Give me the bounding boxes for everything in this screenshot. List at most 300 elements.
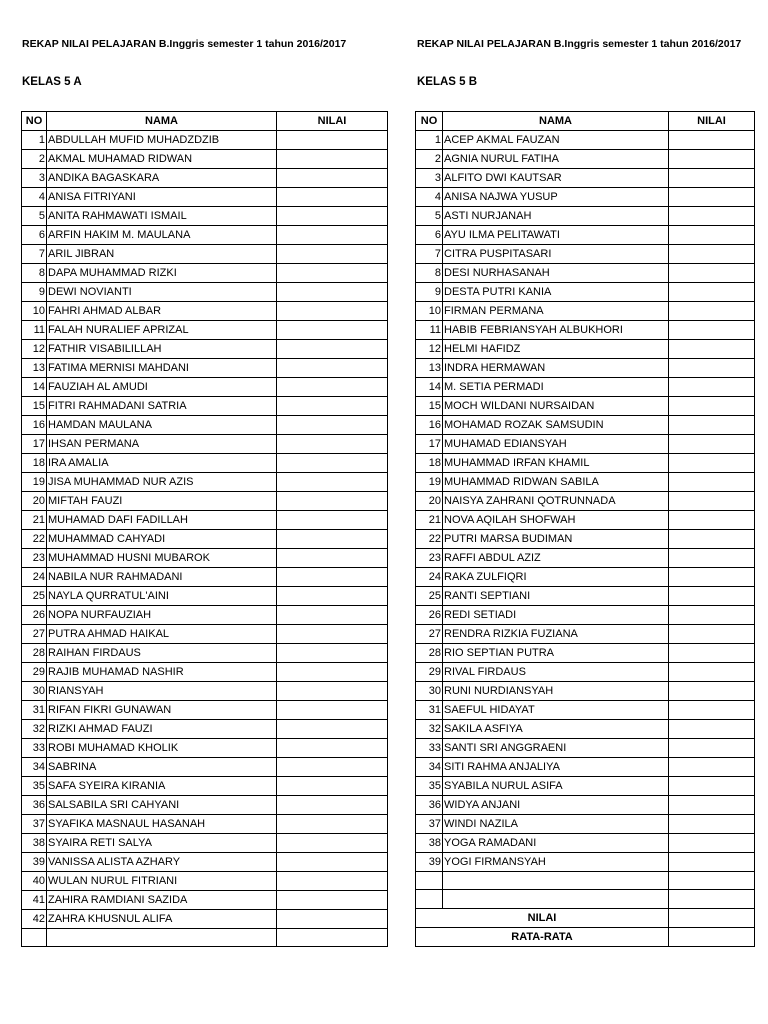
student-name: M. SETIA PERMADI <box>443 378 669 397</box>
student-name: SITI RAHMA ANJALIYA <box>443 758 669 777</box>
row-number: 8 <box>416 264 443 283</box>
student-name <box>443 872 669 890</box>
student-name: RAFFI ABDUL AZIZ <box>443 549 669 568</box>
table-header-row <box>416 112 755 131</box>
grade-cell <box>669 739 755 758</box>
table-row <box>416 264 755 283</box>
empty-row <box>416 872 755 890</box>
student-name: JISA MUHAMMAD NUR AZIS <box>47 473 277 492</box>
row-number: 8 <box>22 264 47 283</box>
student-name: SAEFUL HIDAYAT <box>443 701 669 720</box>
header-no: NO <box>416 112 443 131</box>
row-number: 42 <box>22 910 47 929</box>
table-row <box>22 796 388 815</box>
table-row <box>22 739 388 758</box>
row-number: 38 <box>22 834 47 853</box>
grade-cell <box>277 739 388 758</box>
grade-cell <box>669 226 755 245</box>
student-name: YOGI FIRMANSYAH <box>443 853 669 872</box>
row-number: 32 <box>22 720 47 739</box>
student-name: MUHAMMAD CAHYADI <box>47 530 277 549</box>
grade-cell <box>277 397 388 416</box>
class-5a-grade-table <box>21 111 388 947</box>
student-name: RAKA ZULFIQRI <box>443 568 669 587</box>
table-row <box>416 777 755 796</box>
student-name: INDRA HERMAWAN <box>443 359 669 378</box>
table-row <box>22 131 388 150</box>
footer-label: RATA-RATA <box>416 927 669 946</box>
table-row <box>416 549 755 568</box>
student-name: RAIHAN FIRDAUS <box>47 644 277 663</box>
student-name: FAHRI AHMAD ALBAR <box>47 302 277 321</box>
student-name: FAUZIAH AL AMUDI <box>47 378 277 397</box>
grade-cell <box>277 682 388 701</box>
row-number: 41 <box>22 891 47 910</box>
table-row <box>22 625 388 644</box>
row-number: 5 <box>22 207 47 226</box>
row-number: 29 <box>22 663 47 682</box>
table-row <box>416 492 755 511</box>
grade-cell <box>277 511 388 530</box>
student-name: RIVAL FIRDAUS <box>443 663 669 682</box>
grade-cell <box>669 416 755 435</box>
grade-cell <box>277 663 388 682</box>
student-name: AYU ILMA PELITAWATI <box>443 226 669 245</box>
student-name: ABDULLAH MUFID MUHADZDZIB <box>47 131 277 150</box>
table-row <box>416 834 755 853</box>
row-number: 29 <box>416 663 443 682</box>
row-number: 9 <box>416 283 443 302</box>
grade-cell <box>277 321 388 340</box>
row-number: 19 <box>416 473 443 492</box>
table-row <box>416 416 755 435</box>
row-number: 27 <box>416 625 443 644</box>
student-name: HELMI HAFIDZ <box>443 340 669 359</box>
row-number: 15 <box>22 397 47 416</box>
row-number: 33 <box>22 739 47 758</box>
row-number: 30 <box>22 682 47 701</box>
student-name: SANTI SRI ANGGRAENI <box>443 739 669 758</box>
row-number: 25 <box>22 587 47 606</box>
grade-cell <box>669 796 755 815</box>
table-row <box>416 378 755 397</box>
grade-cell <box>277 131 388 150</box>
table-row <box>416 701 755 720</box>
grade-cell <box>669 378 755 397</box>
row-number: 3 <box>416 169 443 188</box>
student-name: MUHAMAD DAFI FADILLAH <box>47 511 277 530</box>
student-name: FITRI RAHMADANI SATRIA <box>47 397 277 416</box>
student-name: DESI NURHASANAH <box>443 264 669 283</box>
row-number: 39 <box>416 853 443 872</box>
grade-cell <box>669 530 755 549</box>
row-number: 14 <box>22 378 47 397</box>
grade-cell <box>277 283 388 302</box>
table-row <box>416 359 755 378</box>
student-name: IHSAN PERMANA <box>47 435 277 454</box>
grade-cell <box>277 587 388 606</box>
header-nama: NAMA <box>47 112 277 131</box>
grade-cell <box>277 758 388 777</box>
grade-cell <box>277 530 388 549</box>
grade-cell <box>669 682 755 701</box>
table-row <box>22 530 388 549</box>
table-row <box>416 663 755 682</box>
grade-cell <box>669 340 755 359</box>
student-name: SYAFIKA MASNAUL HASANAH <box>47 815 277 834</box>
row-number <box>22 929 47 947</box>
row-number <box>416 890 443 908</box>
row-number: 1 <box>22 131 47 150</box>
student-name <box>47 929 277 947</box>
table-row <box>416 625 755 644</box>
grade-cell <box>277 435 388 454</box>
grade-cell <box>277 473 388 492</box>
table-row <box>416 245 755 264</box>
row-number: 2 <box>416 150 443 169</box>
student-name: NOPA NURFAUZIAH <box>47 606 277 625</box>
table-row <box>416 188 755 207</box>
row-number: 28 <box>22 644 47 663</box>
student-name: ACEP AKMAL FAUZAN <box>443 131 669 150</box>
student-name: NABILA NUR RAHMADANI <box>47 568 277 587</box>
row-number: 22 <box>416 530 443 549</box>
row-number: 37 <box>416 815 443 834</box>
grade-cell <box>277 872 388 891</box>
left-report-title: REKAP NILAI PELAJARAN B.Inggris semester 1 tahun 2016/2017 <box>22 38 347 50</box>
student-name: PUTRI MARSA BUDIMAN <box>443 530 669 549</box>
student-name: FATHIR VISABILILLAH <box>47 340 277 359</box>
grade-cell <box>669 264 755 283</box>
student-name: ANISA FITRIYANI <box>47 188 277 207</box>
row-number: 32 <box>416 720 443 739</box>
row-number: 21 <box>416 511 443 530</box>
grade-cell <box>669 908 755 927</box>
table-row <box>22 587 388 606</box>
student-name: FATIMA MERNISI MAHDANI <box>47 359 277 378</box>
student-name: HABIB FEBRIANSYAH ALBUKHORI <box>443 321 669 340</box>
row-number: 1 <box>416 131 443 150</box>
row-number: 25 <box>416 587 443 606</box>
row-number: 17 <box>416 435 443 454</box>
grade-cell <box>277 853 388 872</box>
grade-cell <box>669 853 755 872</box>
table-row <box>22 416 388 435</box>
right-class-label: KELAS 5 B <box>417 76 478 88</box>
student-name: AGNIA NURUL FATIHA <box>443 150 669 169</box>
header-nilai: NILAI <box>669 112 755 131</box>
grade-cell <box>669 815 755 834</box>
row-number: 36 <box>416 796 443 815</box>
table-row <box>416 568 755 587</box>
student-name: WIDYA ANJANI <box>443 796 669 815</box>
row-number: 11 <box>22 321 47 340</box>
student-name: NOVA AQILAH SHOFWAH <box>443 511 669 530</box>
student-name: WULAN NURUL FITRIANI <box>47 872 277 891</box>
grade-cell <box>277 169 388 188</box>
grade-cell <box>277 815 388 834</box>
table-row <box>22 473 388 492</box>
table-row <box>416 796 755 815</box>
table-row <box>416 644 755 663</box>
table-row <box>416 758 755 777</box>
table-row <box>22 663 388 682</box>
table-row <box>22 720 388 739</box>
student-name: MUHAMAD EDIANSYAH <box>443 435 669 454</box>
grade-cell <box>277 929 388 947</box>
table-row <box>416 397 755 416</box>
row-number: 27 <box>22 625 47 644</box>
grade-cell <box>669 188 755 207</box>
table-row <box>416 321 755 340</box>
student-name: RIZKI AHMAD FAUZI <box>47 720 277 739</box>
grade-cell <box>277 302 388 321</box>
row-number: 40 <box>22 872 47 891</box>
table-row <box>22 340 388 359</box>
student-name: SABRINA <box>47 758 277 777</box>
table-header-row <box>22 112 388 131</box>
grade-cell <box>277 188 388 207</box>
footer-rata-rata-row <box>416 927 755 946</box>
student-name: FALAH NURALIEF APRIZAL <box>47 321 277 340</box>
table-row <box>22 872 388 891</box>
student-name: MUHAMMAD RIDWAN SABILA <box>443 473 669 492</box>
grade-cell <box>277 834 388 853</box>
student-name: YOGA RAMADANI <box>443 834 669 853</box>
table-row <box>22 435 388 454</box>
row-number: 39 <box>22 853 47 872</box>
header-nilai: NILAI <box>277 112 388 131</box>
row-number: 24 <box>416 568 443 587</box>
table-row <box>22 701 388 720</box>
table-row <box>416 587 755 606</box>
row-number: 15 <box>416 397 443 416</box>
grade-cell <box>277 454 388 473</box>
student-name: RIO SEPTIAN PUTRA <box>443 644 669 663</box>
student-name: ALFITO DWI KAUTSAR <box>443 169 669 188</box>
grade-cell <box>277 625 388 644</box>
student-name: FIRMAN PERMANA <box>443 302 669 321</box>
student-name: VANISSA ALISTA AZHARY <box>47 853 277 872</box>
table-row <box>22 264 388 283</box>
row-number: 30 <box>416 682 443 701</box>
row-number: 33 <box>416 739 443 758</box>
row-number: 26 <box>416 606 443 625</box>
table-row <box>22 910 388 929</box>
row-number: 13 <box>22 359 47 378</box>
grade-cell <box>669 283 755 302</box>
row-number: 23 <box>416 549 443 568</box>
grade-cell <box>669 435 755 454</box>
grade-cell <box>277 340 388 359</box>
grade-cell <box>669 606 755 625</box>
grade-cell <box>669 492 755 511</box>
grade-cell <box>669 454 755 473</box>
student-name: CITRA PUSPITASARI <box>443 245 669 264</box>
grade-cell <box>669 644 755 663</box>
row-number: 13 <box>416 359 443 378</box>
grade-cell <box>669 397 755 416</box>
grade-cell <box>277 720 388 739</box>
student-name: ANITA RAHMAWATI ISMAIL <box>47 207 277 226</box>
row-number: 18 <box>22 454 47 473</box>
row-number: 10 <box>416 302 443 321</box>
row-number: 12 <box>22 340 47 359</box>
grade-cell <box>669 663 755 682</box>
grade-cell <box>669 511 755 530</box>
student-name: RUNI NURDIANSYAH <box>443 682 669 701</box>
grade-cell <box>277 359 388 378</box>
row-number: 7 <box>416 245 443 264</box>
table-row <box>416 454 755 473</box>
table-row <box>22 169 388 188</box>
row-number: 17 <box>22 435 47 454</box>
student-name: PUTRA AHMAD HAIKAL <box>47 625 277 644</box>
student-name: IRA AMALIA <box>47 454 277 473</box>
table-row <box>22 777 388 796</box>
student-name: MUHAMMAD IRFAN KHAMIL <box>443 454 669 473</box>
table-row <box>416 169 755 188</box>
student-name: ZAHRA KHUSNUL ALIFA <box>47 910 277 929</box>
grade-cell <box>277 568 388 587</box>
row-number: 18 <box>416 454 443 473</box>
row-number: 19 <box>22 473 47 492</box>
table-row <box>416 606 755 625</box>
student-name: SYAIRA RETI SALYA <box>47 834 277 853</box>
grade-cell <box>669 321 755 340</box>
grade-cell <box>669 720 755 739</box>
student-name: DAPA MUHAMMAD RIZKI <box>47 264 277 283</box>
grade-cell <box>669 169 755 188</box>
student-name: WINDI NAZILA <box>443 815 669 834</box>
student-name: ARIL JIBRAN <box>47 245 277 264</box>
row-number <box>416 872 443 890</box>
grade-cell <box>669 890 755 908</box>
grade-cell <box>669 758 755 777</box>
table-row <box>416 131 755 150</box>
student-name: DEWI NOVIANTI <box>47 283 277 302</box>
table-row <box>22 321 388 340</box>
row-number: 5 <box>416 207 443 226</box>
student-name: ARFIN HAKIM M. MAULANA <box>47 226 277 245</box>
table-row <box>22 815 388 834</box>
row-number: 22 <box>22 530 47 549</box>
grade-cell <box>277 264 388 283</box>
table-row <box>22 454 388 473</box>
student-name: SAKILA ASFIYA <box>443 720 669 739</box>
grade-cell <box>669 131 755 150</box>
row-number: 26 <box>22 606 47 625</box>
row-number: 3 <box>22 169 47 188</box>
row-number: 23 <box>22 549 47 568</box>
row-number: 16 <box>416 416 443 435</box>
table-row <box>22 302 388 321</box>
student-name: MUHAMMAD HUSNI MUBAROK <box>47 549 277 568</box>
table-row <box>22 606 388 625</box>
table-row <box>416 739 755 758</box>
row-number: 24 <box>22 568 47 587</box>
row-number: 38 <box>416 834 443 853</box>
student-name: ASTI NURJANAH <box>443 207 669 226</box>
grade-cell <box>669 207 755 226</box>
empty-row <box>416 890 755 908</box>
row-number: 16 <box>22 416 47 435</box>
row-number: 20 <box>22 492 47 511</box>
row-number: 9 <box>22 283 47 302</box>
student-name: MOHAMAD ROZAK SAMSUDIN <box>443 416 669 435</box>
row-number: 21 <box>22 511 47 530</box>
grade-cell <box>669 245 755 264</box>
student-name: SYABILA NURUL ASIFA <box>443 777 669 796</box>
row-number: 20 <box>416 492 443 511</box>
row-number: 31 <box>22 701 47 720</box>
student-name: RIANSYAH <box>47 682 277 701</box>
table-row <box>416 207 755 226</box>
student-name <box>443 890 669 908</box>
table-row <box>22 378 388 397</box>
header-nama: NAMA <box>443 112 669 131</box>
table-row <box>416 682 755 701</box>
grade-cell <box>277 207 388 226</box>
student-name: AKMAL MUHAMAD RIDWAN <box>47 150 277 169</box>
grade-cell <box>277 549 388 568</box>
grade-cell <box>669 587 755 606</box>
student-name: NAISYA ZAHRANI QOTRUNNADA <box>443 492 669 511</box>
student-name: ANDIKA BAGASKARA <box>47 169 277 188</box>
grade-cell <box>277 796 388 815</box>
grade-cell <box>669 549 755 568</box>
grade-cell <box>277 701 388 720</box>
student-name: HAMDAN MAULANA <box>47 416 277 435</box>
row-number: 37 <box>22 815 47 834</box>
table-row <box>416 815 755 834</box>
row-number: 4 <box>416 188 443 207</box>
table-row <box>22 853 388 872</box>
grade-cell <box>277 245 388 264</box>
row-number: 34 <box>416 758 443 777</box>
grade-cell <box>277 150 388 169</box>
grade-cell <box>669 150 755 169</box>
grade-cell <box>277 492 388 511</box>
row-number: 14 <box>416 378 443 397</box>
grade-cell <box>669 834 755 853</box>
table-row <box>416 283 755 302</box>
table-row <box>22 283 388 302</box>
row-number: 10 <box>22 302 47 321</box>
table-row <box>416 150 755 169</box>
student-name: NAYLA QURRATUL'AINI <box>47 587 277 606</box>
row-number: 2 <box>22 150 47 169</box>
grade-cell <box>277 606 388 625</box>
row-number: 7 <box>22 245 47 264</box>
grade-cell <box>277 777 388 796</box>
grade-cell <box>669 473 755 492</box>
table-row <box>22 188 388 207</box>
student-name: RIFAN FIKRI GUNAWAN <box>47 701 277 720</box>
table-row <box>416 853 755 872</box>
right-report-title: REKAP NILAI PELAJARAN B.Inggris semester 1 tahun 2016/2017 <box>417 38 742 50</box>
grade-cell <box>669 625 755 644</box>
empty-row <box>22 929 388 947</box>
student-name: ZAHIRA RAMDIANI SAZIDA <box>47 891 277 910</box>
row-number: 31 <box>416 701 443 720</box>
grade-cell <box>277 910 388 929</box>
row-number: 34 <box>22 758 47 777</box>
grade-cell <box>669 927 755 946</box>
student-name: RAJIB MUHAMAD NASHIR <box>47 663 277 682</box>
row-number: 35 <box>22 777 47 796</box>
table-row <box>22 245 388 264</box>
